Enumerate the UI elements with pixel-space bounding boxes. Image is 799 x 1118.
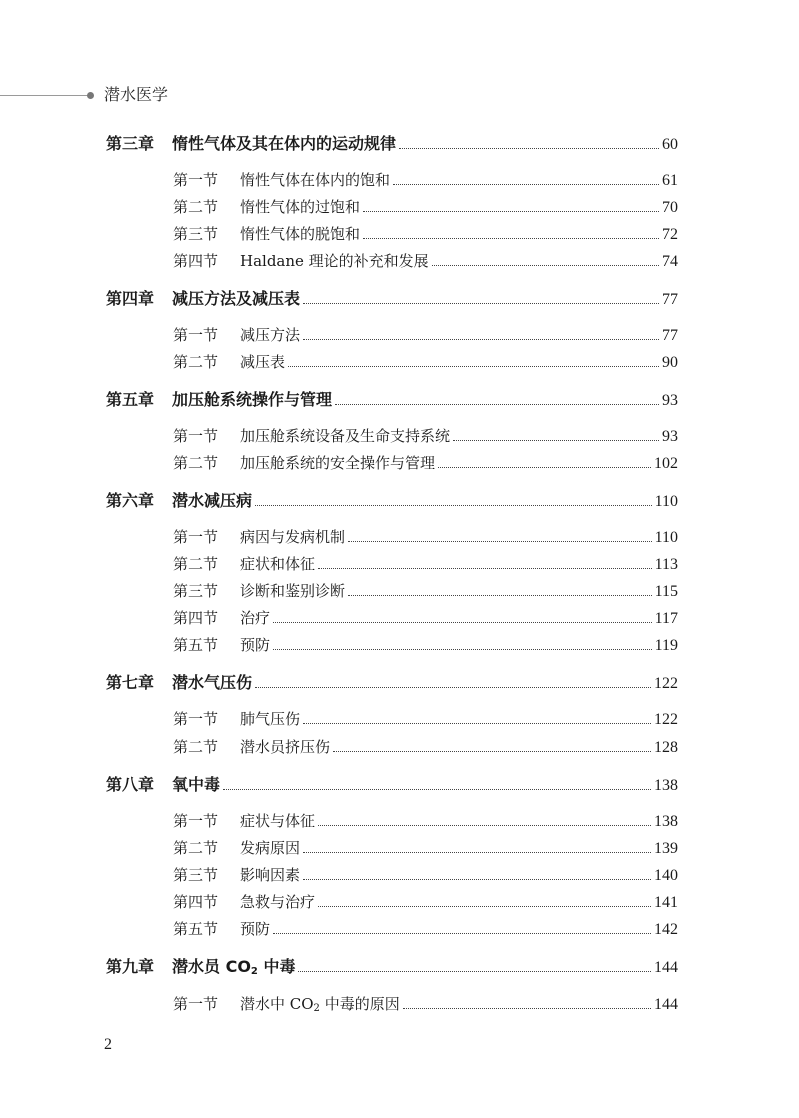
section-title: Haldane 理论的补充和发展 bbox=[240, 252, 429, 270]
toc-section-entry[interactable] bbox=[173, 220, 678, 244]
toc-section-entry[interactable] bbox=[173, 990, 678, 1014]
dot-leader bbox=[298, 970, 651, 972]
header-rule bbox=[0, 95, 88, 96]
toc-section-entry[interactable] bbox=[173, 834, 678, 858]
page-reference: 138 bbox=[654, 813, 678, 830]
running-header bbox=[0, 84, 200, 108]
section-title: 肺气压伤 bbox=[240, 710, 301, 728]
page-reference: 115 bbox=[654, 583, 678, 600]
title-text: 中毒 bbox=[257, 957, 296, 976]
section-title bbox=[240, 993, 400, 1014]
toc-chapter-entry[interactable] bbox=[106, 669, 678, 693]
toc-section-entry[interactable] bbox=[173, 449, 678, 473]
section-title: 减压方法 bbox=[240, 326, 301, 344]
toc-section-entry[interactable] bbox=[173, 915, 678, 939]
dot-leader bbox=[403, 1007, 651, 1009]
section-title: 病因与发病机制 bbox=[240, 528, 346, 546]
section-title: 治疗 bbox=[240, 609, 271, 627]
toc-chapter-entry[interactable] bbox=[106, 130, 678, 154]
page-reference: 93 bbox=[662, 428, 678, 445]
chapter-number-label: 第四章 bbox=[106, 289, 155, 308]
page-reference: 141 bbox=[654, 894, 678, 911]
toc-section-entry[interactable] bbox=[173, 321, 678, 345]
section-number-label: 第一节 bbox=[173, 812, 219, 830]
dot-leader bbox=[432, 264, 659, 266]
page-reference: 139 bbox=[654, 840, 678, 857]
toc-section-entry[interactable] bbox=[173, 348, 678, 372]
toc-chapter-entry[interactable] bbox=[106, 285, 678, 309]
section-title: 加压舱系统设备及生命支持系统 bbox=[240, 427, 451, 445]
chapter-title: 潜水减压病 bbox=[172, 491, 253, 510]
section-title: 预防 bbox=[240, 636, 271, 654]
dot-leader bbox=[453, 439, 659, 441]
header-title: 潜水医学 bbox=[104, 85, 169, 104]
chapter-title: 加压舱系统操作与管理 bbox=[172, 390, 333, 409]
section-number-label: 第四节 bbox=[173, 609, 219, 627]
toc-section-entry[interactable] bbox=[173, 888, 678, 912]
section-number-label: 第二节 bbox=[173, 454, 219, 472]
section-title: 急救与治疗 bbox=[240, 893, 316, 911]
chapter-number-label: 第九章 bbox=[106, 957, 155, 976]
dot-leader bbox=[318, 824, 651, 826]
page-reference: 72 bbox=[662, 226, 678, 243]
section-number-label: 第一节 bbox=[173, 171, 219, 189]
chapter-number-label: 第三章 bbox=[106, 134, 155, 153]
dot-leader bbox=[393, 183, 659, 185]
section-number-label: 第三节 bbox=[173, 225, 219, 243]
dot-leader bbox=[303, 338, 659, 340]
dot-leader bbox=[335, 403, 659, 405]
section-title: 惰性气体的脱饱和 bbox=[240, 225, 361, 243]
dot-leader bbox=[318, 905, 651, 907]
page-reference: 128 bbox=[654, 739, 678, 756]
dot-leader bbox=[318, 567, 652, 569]
section-number-label: 第二节 bbox=[173, 353, 219, 371]
toc-section-entry[interactable] bbox=[173, 247, 678, 271]
section-number-label: 第一节 bbox=[173, 326, 219, 344]
dot-leader bbox=[255, 504, 652, 506]
toc-chapter-entry[interactable] bbox=[106, 953, 678, 977]
section-number-label: 第二节 bbox=[173, 738, 219, 756]
toc-section-entry[interactable] bbox=[173, 807, 678, 831]
chapter-number-label: 第五章 bbox=[106, 390, 155, 409]
chapter-title: 减压方法及减压表 bbox=[172, 289, 301, 308]
subscript: 2 bbox=[313, 1003, 320, 1014]
dot-leader bbox=[363, 210, 659, 212]
page-reference: 142 bbox=[654, 921, 678, 938]
toc-section-entry[interactable] bbox=[173, 861, 678, 885]
dot-leader bbox=[303, 878, 651, 880]
page-reference: 70 bbox=[662, 199, 678, 216]
page-reference: 144 bbox=[654, 996, 678, 1013]
section-number-label: 第二节 bbox=[173, 555, 219, 573]
dot-leader bbox=[303, 722, 651, 724]
page-reference: 93 bbox=[662, 392, 678, 409]
title-text: 潜水中 CO bbox=[240, 995, 314, 1013]
section-number-label: 第五节 bbox=[173, 920, 219, 938]
section-title: 症状和体征 bbox=[240, 555, 316, 573]
dot-leader bbox=[273, 621, 652, 623]
toc-section-entry[interactable] bbox=[173, 166, 678, 190]
page-reference: 77 bbox=[662, 327, 678, 344]
page-reference: 102 bbox=[654, 455, 678, 472]
chapter-number-label: 第六章 bbox=[106, 491, 155, 510]
title-text: 中毒的原因 bbox=[319, 995, 400, 1013]
page-reference: 74 bbox=[662, 253, 678, 270]
section-number-label: 第五节 bbox=[173, 636, 219, 654]
toc-chapter-entry[interactable] bbox=[106, 487, 678, 511]
header-bullet bbox=[87, 92, 94, 99]
dot-leader bbox=[255, 686, 651, 688]
section-number-label: 第三节 bbox=[173, 866, 219, 884]
toc-chapter-entry[interactable] bbox=[106, 386, 678, 410]
dot-leader bbox=[273, 932, 651, 934]
dot-leader bbox=[288, 365, 659, 367]
toc-section-entry[interactable] bbox=[173, 550, 678, 574]
title-text: 潜水员 CO bbox=[172, 957, 251, 976]
chapter-title: 潜水气压伤 bbox=[172, 673, 253, 692]
dot-leader bbox=[363, 237, 659, 239]
toc-section-entry[interactable] bbox=[173, 631, 678, 655]
toc-section-entry[interactable] bbox=[173, 733, 678, 757]
section-title: 加压舱系统的安全操作与管理 bbox=[240, 454, 436, 472]
toc-section-entry[interactable] bbox=[173, 193, 678, 217]
toc-section-entry[interactable] bbox=[173, 422, 678, 446]
page-reference: 138 bbox=[654, 777, 678, 794]
page-reference: 60 bbox=[662, 136, 678, 153]
chapter-number-label: 第八章 bbox=[106, 775, 155, 794]
section-title: 发病原因 bbox=[240, 839, 301, 857]
section-title: 潜水员挤压伤 bbox=[240, 738, 331, 756]
section-number-label: 第二节 bbox=[173, 839, 219, 857]
dot-leader bbox=[348, 540, 652, 542]
section-number-label: 第一节 bbox=[173, 995, 219, 1013]
page-reference: 117 bbox=[654, 610, 678, 627]
toc-section-entry[interactable] bbox=[173, 577, 678, 601]
page-reference: 113 bbox=[654, 556, 678, 573]
dot-leader bbox=[303, 302, 659, 304]
page-reference: 77 bbox=[662, 291, 678, 308]
section-title: 惰性气体在体内的饱和 bbox=[240, 171, 391, 189]
page-reference: 119 bbox=[654, 637, 678, 654]
section-title: 诊断和鉴别诊断 bbox=[240, 582, 346, 600]
chapter-title: 氧中毒 bbox=[172, 775, 221, 794]
dot-leader bbox=[303, 851, 651, 853]
chapter-number-label: 第七章 bbox=[106, 673, 155, 692]
page-reference: 140 bbox=[654, 867, 678, 884]
subscript: 2 bbox=[250, 966, 258, 977]
dot-leader bbox=[399, 147, 659, 149]
section-number-label: 第一节 bbox=[173, 528, 219, 546]
section-title: 影响因素 bbox=[240, 866, 301, 884]
toc-section-entry[interactable] bbox=[173, 604, 678, 628]
section-number-label: 第一节 bbox=[173, 427, 219, 445]
chapter-title: 惰性气体及其在体内的运动规律 bbox=[172, 134, 397, 153]
page-reference: 90 bbox=[662, 354, 678, 371]
section-number-label: 第三节 bbox=[173, 582, 219, 600]
page-reference: 122 bbox=[654, 675, 678, 692]
page-number: 2 bbox=[104, 1036, 112, 1053]
dot-leader bbox=[348, 594, 652, 596]
section-number-label: 第一节 bbox=[173, 710, 219, 728]
dot-leader bbox=[273, 648, 652, 650]
section-title: 惰性气体的过饱和 bbox=[240, 198, 361, 216]
section-title: 预防 bbox=[240, 920, 271, 938]
dot-leader bbox=[438, 466, 651, 468]
dot-leader bbox=[333, 750, 651, 752]
toc-section-entry[interactable] bbox=[173, 523, 678, 547]
section-title: 症状与体征 bbox=[240, 812, 316, 830]
page-reference: 110 bbox=[654, 529, 678, 546]
chapter-title bbox=[172, 954, 295, 977]
section-number-label: 第四节 bbox=[173, 252, 219, 270]
section-title: 减压表 bbox=[240, 353, 286, 371]
toc-section-entry[interactable] bbox=[173, 705, 678, 729]
page-reference: 122 bbox=[654, 711, 678, 728]
page-reference: 144 bbox=[654, 959, 678, 976]
page-reference: 110 bbox=[654, 493, 678, 510]
dot-leader bbox=[223, 788, 651, 790]
toc-chapter-entry[interactable] bbox=[106, 771, 678, 795]
section-number-label: 第二节 bbox=[173, 198, 219, 216]
section-number-label: 第四节 bbox=[173, 893, 219, 911]
page-reference: 61 bbox=[662, 172, 678, 189]
